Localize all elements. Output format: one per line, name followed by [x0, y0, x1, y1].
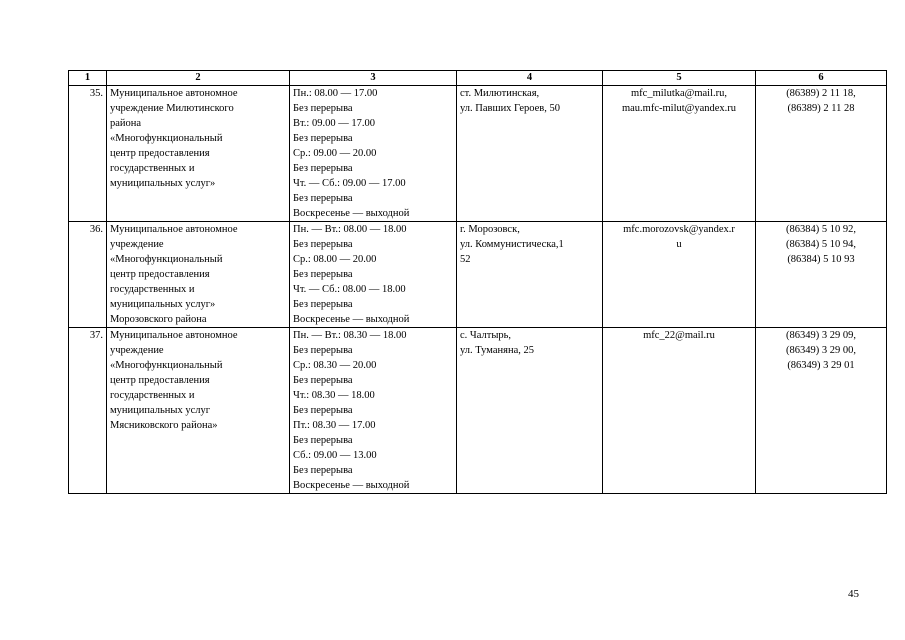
schedule-line: Пт.: 08.30 — 17.00: [293, 420, 376, 431]
address-line: ст. Милютинская,: [460, 88, 540, 99]
name-line: «Многофункциональный: [110, 254, 223, 265]
cell-name: [107, 328, 290, 494]
table-row: [69, 222, 887, 328]
header-col-3: 3: [290, 71, 457, 86]
email-line: u: [676, 239, 682, 250]
name-line: муниципальных услуг»: [110, 299, 216, 310]
address-line: с. Чалтырь,: [460, 330, 512, 341]
schedule-line: Без перерыва: [293, 239, 353, 250]
address-line: г. Морозовск,: [460, 224, 520, 235]
email-line: mau.mfc-milut@yandex.ru: [621, 103, 737, 114]
schedule-line: Воскресенье — выходной: [293, 314, 410, 325]
cell-address: [457, 86, 603, 222]
schedule-line: Ср.: 09.00 — 20.00: [293, 148, 377, 159]
table-header-row: [69, 71, 887, 86]
schedule-line: Вт.: 09.00 — 17.00: [293, 118, 375, 129]
schedule-line: Чт.: 08.30 — 18.00: [293, 390, 375, 401]
address-line: 52: [460, 254, 471, 265]
name-line: государственных и: [110, 390, 195, 401]
header-col-2: 2: [107, 71, 290, 86]
row-number: 36.: [69, 222, 107, 328]
schedule-line: Без перерыва: [293, 345, 353, 356]
cell-phone: [756, 222, 887, 328]
name-line: учреждение: [110, 345, 164, 356]
row-number: 37.: [69, 328, 107, 494]
schedule-line: Без перерыва: [293, 299, 353, 310]
name-line: Морозовского района: [110, 314, 207, 325]
name-line: «Многофункциональный: [110, 360, 223, 371]
phone-line: (86384) 5 10 92,: [786, 224, 856, 235]
table-row: [69, 328, 887, 494]
schedule-line: Без перерыва: [293, 103, 353, 114]
header-col-5: 5: [603, 71, 756, 86]
header-col-6: 6: [756, 71, 887, 86]
cell-schedule: [290, 86, 457, 222]
name-line: государственных и: [110, 284, 195, 295]
email-line: mfc.morozovsk@yandex.r: [623, 224, 735, 235]
email-line: mfc_22@mail.ru: [643, 330, 715, 341]
name-line: Муниципальное автономное: [110, 224, 238, 235]
table-row: [69, 86, 887, 222]
schedule-line: Пн.: 08.00 — 17.00: [293, 88, 378, 99]
name-line: Муниципальное автономное: [110, 330, 238, 341]
cell-phone: [756, 328, 887, 494]
schedule-line: Без перерыва: [293, 375, 353, 386]
name-line: центр предоставления: [110, 269, 210, 280]
cell-email: [603, 86, 756, 222]
name-line: района: [110, 118, 142, 129]
name-line: «Многофункциональный: [110, 133, 223, 144]
schedule-line: Пн. — Вт.: 08.00 — 18.00: [293, 224, 407, 235]
address-line: ул. Павших Героев, 50: [460, 103, 560, 114]
phone-line: (86349) 3 29 01: [787, 360, 855, 371]
page-number: 45: [848, 588, 859, 600]
schedule-line: Без перерыва: [293, 465, 353, 476]
phone-line: (86389) 2 11 28: [787, 103, 855, 114]
name-line: государственных и: [110, 163, 195, 174]
cell-address: [457, 222, 603, 328]
schedule-line: Пн. — Вт.: 08.30 — 18.00: [293, 330, 407, 341]
cell-phone: [756, 86, 887, 222]
schedule-line: Ср.: 08.00 — 20.00: [293, 254, 377, 265]
name-line: муниципальных услуг»: [110, 178, 216, 189]
name-line: учреждение: [110, 239, 164, 250]
name-line: учреждение Милютинского: [110, 103, 234, 114]
name-line: муниципальных услуг: [110, 405, 211, 416]
email-line: mfc_milutka@mail.ru,: [631, 88, 727, 99]
schedule-line: Чт. — Сб.: 08.00 — 18.00: [293, 284, 406, 295]
name-line: центр предоставления: [110, 375, 210, 386]
address-line: ул. Коммунистическа,1: [460, 239, 564, 250]
schedule-line: Без перерыва: [293, 163, 353, 174]
cell-email: [603, 222, 756, 328]
mfc-table: [68, 70, 887, 494]
phone-line: (86349) 3 29 00,: [786, 345, 856, 356]
cell-email: [603, 328, 756, 494]
schedule-line: Без перерыва: [293, 133, 353, 144]
schedule-line: Воскресенье — выходной: [293, 480, 410, 491]
cell-schedule: [290, 222, 457, 328]
name-line: Муниципальное автономное: [110, 88, 238, 99]
schedule-line: Сб.: 09.00 — 13.00: [293, 450, 377, 461]
cell-name: [107, 222, 290, 328]
schedule-line: Воскресенье — выходной: [293, 208, 410, 219]
schedule-line: Без перерыва: [293, 269, 353, 280]
phone-line: (86384) 5 10 94,: [786, 239, 856, 250]
phone-line: (86384) 5 10 93: [787, 254, 855, 265]
phone-line: (86389) 2 11 18,: [786, 88, 856, 99]
row-number: 35.: [69, 86, 107, 222]
schedule-line: Чт. — Сб.: 09.00 — 17.00: [293, 178, 406, 189]
header-col-4: 4: [457, 71, 603, 86]
schedule-line: Ср.: 08.30 — 20.00: [293, 360, 377, 371]
schedule-line: Без перерыва: [293, 193, 353, 204]
cell-schedule: [290, 328, 457, 494]
schedule-line: Без перерыва: [293, 405, 353, 416]
address-line: ул. Туманяна, 25: [460, 345, 534, 356]
name-line: центр предоставления: [110, 148, 210, 159]
schedule-line: Без перерыва: [293, 435, 353, 446]
cell-name: [107, 86, 290, 222]
header-col-1: 1: [69, 71, 107, 86]
name-line: Мясниковского района»: [110, 420, 218, 431]
phone-line: (86349) 3 29 09,: [786, 330, 856, 341]
cell-address: [457, 328, 603, 494]
